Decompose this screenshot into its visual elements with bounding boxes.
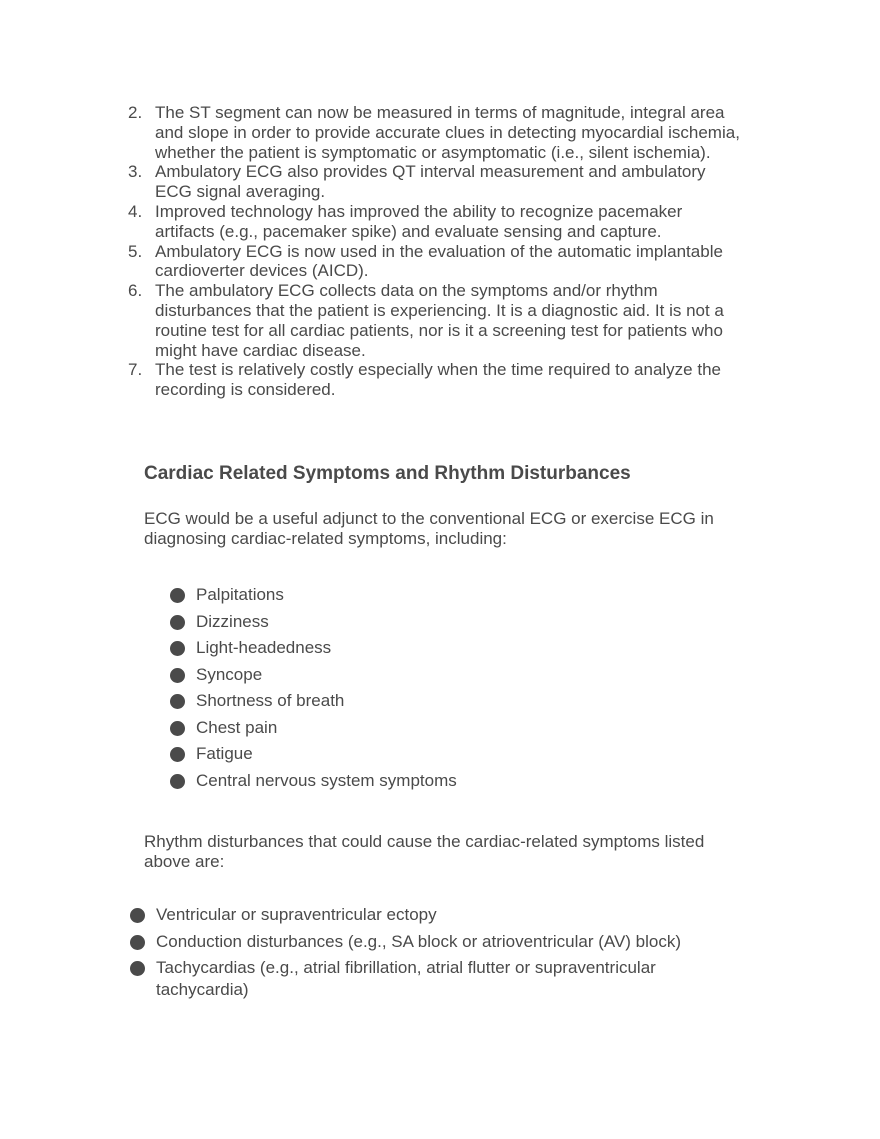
bullet-icon <box>170 747 185 762</box>
bullet-icon <box>170 588 185 603</box>
symptom-list <box>170 582 457 794</box>
numbered-item <box>128 242 740 282</box>
bullet-icon <box>130 935 145 950</box>
item-number: 5. <box>128 241 143 261</box>
symptom-label: Syncope <box>196 664 263 684</box>
rhythm-disturbance-list <box>130 904 710 1006</box>
list-item <box>170 688 457 715</box>
numbered-item <box>128 103 740 162</box>
symptom-label: Light-headedness <box>196 638 332 657</box>
bullet-icon <box>170 721 185 736</box>
list-item <box>130 904 710 926</box>
bullet-icon <box>130 961 145 976</box>
bullet-icon <box>170 694 185 709</box>
list-item <box>130 931 710 953</box>
symptom-label: Shortness of breath <box>196 691 345 710</box>
list-item <box>130 957 710 1001</box>
bullet-icon <box>170 615 185 630</box>
item-number: 3. <box>128 162 143 182</box>
symptom-label: Palpitations <box>196 585 284 604</box>
list-item <box>170 635 457 662</box>
bullet-icon <box>130 908 145 923</box>
symptom-label: Central nervous system symptoms <box>196 770 457 790</box>
symptom-label: Chest pain <box>196 717 278 737</box>
item-number: 6. <box>128 281 143 301</box>
list-item <box>170 715 457 742</box>
item-text: The test is relatively costly especially when the time required to analyze the recording is considered. <box>155 360 721 400</box>
rhythm-label: Conduction disturbances (e.g., SA block or atrioventricular (AV) block) <box>156 931 682 951</box>
numbered-item <box>128 162 740 202</box>
section-heading: Cardiac Related Symptoms and Rhythm Disturbances <box>144 463 631 484</box>
numbered-item <box>128 360 740 400</box>
bullet-icon <box>170 641 185 656</box>
item-text: The ambulatory ECG collects data on the symptoms and/or rhythm disturbances that the patient is experiencing. It is a diagnostic aid. It is not a routine test for all cardiac patients, nor is it a screening test for patients who might have cardiac disease. <box>155 281 724 360</box>
item-text: The ST segment can now be measured in terms of magnitude, integral area and slope in order to provide accurate clues in detecting myocardial ischemia, whether the patient is symptomatic or asymptomatic (i.e., silent ischemia). <box>155 103 740 162</box>
numbered-item <box>128 202 740 242</box>
numbered-item <box>128 281 740 360</box>
symptom-label: Fatigue <box>196 744 253 763</box>
item-number: 7. <box>128 360 143 380</box>
bullet-icon <box>170 774 185 789</box>
list-item <box>170 741 457 768</box>
symptom-label: Dizziness <box>196 611 269 631</box>
bullet-icon <box>170 668 185 683</box>
rhythm-label: Ventricular or supraventricular ectopy <box>156 905 437 924</box>
list-item <box>170 662 457 689</box>
item-number: 4. <box>128 201 143 221</box>
list-item <box>170 582 457 609</box>
item-text: Ambulatory ECG is now used in the evaluation of the automatic implantable cardioverter devices (AICD). <box>155 241 723 281</box>
rhythm-label: Tachycardias (e.g., atrial fibrillation, atrial flutter or supraventricular tachycardia) <box>156 958 656 999</box>
item-text: Improved technology has improved the ability to recognize pacemaker artifacts (e.g., pacemaker spike) and evaluate sensing and capture. <box>155 201 683 241</box>
numbered-list <box>128 103 740 400</box>
list-item <box>170 768 457 795</box>
item-text: Ambulatory ECG also provides QT interval measurement and ambulatory ECG signal averaging. <box>155 162 706 202</box>
list-item <box>170 609 457 636</box>
intro-paragraph: ECG would be a useful adjunct to the conventional ECG or exercise ECG in diagnosing cardiac-related symptoms, including: <box>144 509 714 548</box>
rhythm-intro-paragraph: Rhythm disturbances that could cause the cardiac-related symptoms listed above are: <box>144 832 705 871</box>
item-number: 2. <box>128 103 143 122</box>
